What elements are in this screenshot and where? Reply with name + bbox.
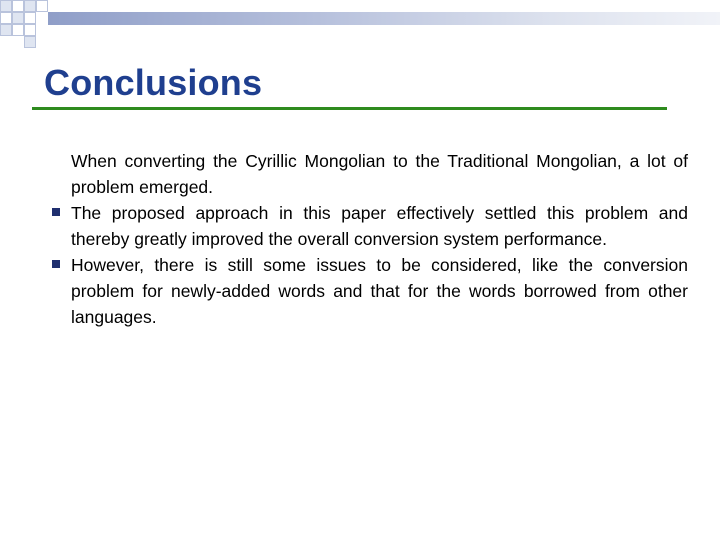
bullet-item	[52, 200, 688, 252]
bullet-text: When converting the Cyrillic Mongolian to the Traditional Mongolian, a lot of problem emerged.	[71, 151, 688, 197]
slide-title: Conclusions	[44, 62, 263, 103]
decor-square	[24, 0, 36, 12]
header-gradient-band	[48, 12, 720, 25]
bullet-square-icon	[52, 260, 60, 268]
decor-square	[24, 24, 36, 36]
decor-square	[12, 0, 24, 12]
decor-square	[0, 0, 12, 12]
bullet-item	[52, 252, 688, 330]
bullet-list	[52, 148, 688, 330]
decor-square	[12, 24, 24, 36]
bullet-item	[52, 148, 688, 200]
decor-square	[24, 12, 36, 24]
decor-square	[24, 36, 36, 48]
title-underline	[32, 107, 667, 110]
decor-square	[12, 12, 24, 24]
decor-square	[0, 24, 12, 36]
decor-square	[0, 12, 12, 24]
corner-decoration	[0, 0, 60, 50]
bullet-text: The proposed approach in this paper effectively settled this problem and thereby greatly improved the overall conversion system performance.	[71, 203, 688, 249]
bullet-text: However, there is still some issues to be considered, like the conversion problem for newly-added words and that for the words borrowed from other languages.	[71, 255, 688, 327]
decor-square	[36, 0, 48, 12]
bullet-square-icon	[52, 208, 60, 216]
